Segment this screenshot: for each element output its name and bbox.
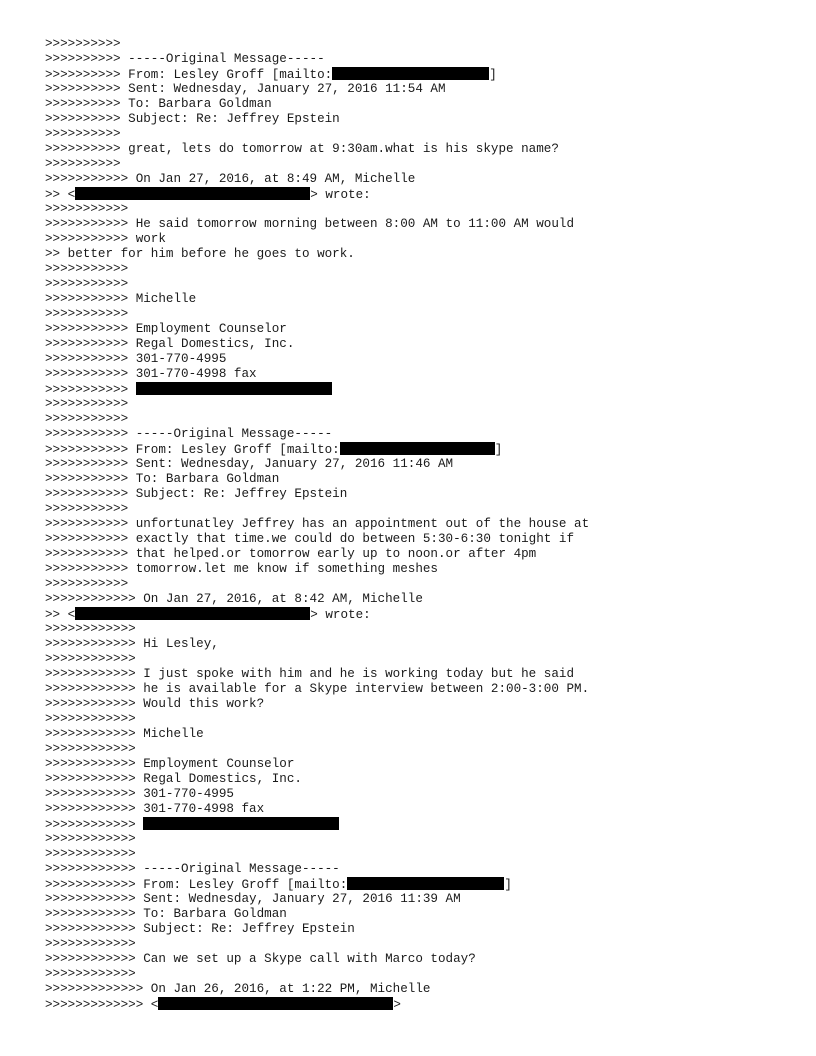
text-line [45,472,589,487]
line-suffix-text: ] [489,68,497,82]
text-line [45,922,589,937]
text-line [45,787,589,802]
line-text: >>>>>>>>>> From: Lesley Groff [mailto: [45,68,333,82]
text-line [45,67,589,82]
text-line [45,607,589,622]
text-line [45,382,589,397]
line-text: >>>>>>>>>>> Regal Domestics, Inc. [45,337,295,351]
text-line [45,277,589,292]
redaction-bar [75,187,310,200]
line-text: >>>>>>>>>> great, lets do tomorrow at 9:30am.what is his skype name? [45,142,559,156]
line-text: >>>>>>>>>>>> Can we set up a Skype call with Marco today? [45,952,476,966]
line-text: >>>>>>>>>>> exactly that time.we could do between 5:30-6:30 tonight if [45,532,575,546]
text-line [45,577,589,592]
line-text: >>>>>>>>>>>> Employment Counselor [45,757,295,771]
text-line [45,352,589,367]
line-text: >>>>>>>>>>> [45,412,129,426]
line-text: >>>>>>>>>>> [45,383,136,397]
text-line [45,502,589,517]
line-text: >>>>>>>>>>>> Hi Lesley, [45,637,219,651]
text-line [45,802,589,817]
text-line [45,112,589,127]
line-text: >>>>>>>>>>> tomorrow.let me know if something meshes [45,562,438,576]
line-text: >>>>>>>>>>>> Michelle [45,727,204,741]
text-line [45,832,589,847]
line-text: >>>>>>>>>>>> Would this work? [45,697,265,711]
line-text: >>>>>>>>>>> Sent: Wednesday, January 27, 2016 11:46 AM [45,457,454,471]
text-line [45,322,589,337]
text-line [45,127,589,142]
line-text: >>>>>>>>>>>> [45,742,136,756]
text-line [45,532,589,547]
line-text: >> < [45,188,76,202]
text-line [45,37,589,52]
line-suffix-text: > wrote: [310,188,371,202]
line-text: >>>>>>>>>> -----Original Message----- [45,52,325,66]
line-text: >>>>>>>>>>> [45,277,129,291]
text-line [45,397,589,412]
text-line [45,727,589,742]
text-line [45,337,589,352]
text-line [45,97,589,112]
line-text: >>>>>>>>>>>> I just spoke with him and he is working today but he said [45,667,575,681]
text-line [45,817,589,832]
text-line [45,697,589,712]
line-text: >>>>>>>>>>> Employment Counselor [45,322,287,336]
text-line [45,877,589,892]
text-line [45,202,589,217]
line-text: >>>>>>>>>> [45,157,121,171]
redaction-bar [136,382,332,395]
line-text: >>>>>>>>>>>> Regal Domestics, Inc. [45,772,302,786]
line-suffix-text: > [393,998,401,1012]
line-text: >>>>>>>>>>>> 301-770-4998 fax [45,802,265,816]
line-text: >>>>>>>>>> [45,127,121,141]
text-line [45,142,589,157]
text-line [45,562,589,577]
text-line [45,292,589,307]
line-text: >>>>>>>>>>> To: Barbara Goldman [45,472,280,486]
line-text: >>>>>>>>>>>> [45,712,136,726]
text-line [45,742,589,757]
text-line [45,172,589,187]
line-text: >>>>>>>>>>> [45,262,129,276]
text-line [45,427,589,442]
text-line [45,652,589,667]
redaction-bar [143,817,339,830]
line-text: >> better for him before he goes to work. [45,247,355,261]
text-line [45,547,589,562]
line-text: >>>>>>>>>>> -----Original Message----- [45,427,333,441]
line-text: >>>>>>>>>>> [45,397,129,411]
line-text: >>>>>>>>>> [45,37,121,51]
text-line [45,622,589,637]
text-line [45,772,589,787]
line-text: >>>>>>>>>>> unfortunatley Jeffrey has an appointment out of the house at [45,517,590,531]
line-text: >>>>>>>>>>> Subject: Re: Jeffrey Epstein [45,487,348,501]
line-text: >>>>>>>>>>>> [45,832,136,846]
text-line [45,892,589,907]
text-line [45,952,589,967]
text-line [45,367,589,382]
line-suffix-text: ] [504,878,512,892]
redaction-bar [347,877,504,890]
text-line [45,82,589,97]
line-text: >>>>>>>>>>>> [45,847,136,861]
line-text: >>>>>>>>>>>> [45,937,136,951]
text-line [45,442,589,457]
line-text: >>>>>>>>>>> 301-770-4995 [45,352,227,366]
line-text: >>>>>>>>>>>> -----Original Message----- [45,862,340,876]
line-text: >>>>>>>>>>> He said tomorrow morning between 8:00 AM to 11:00 AM would [45,217,575,231]
line-text: >>>>>>>>>>> 301-770-4998 fax [45,367,257,381]
line-text: >>>>>>>>>> To: Barbara Goldman [45,97,272,111]
text-line [45,517,589,532]
line-text: >>>>>>>>>>>>> On Jan 26, 2016, at 1:22 PM, Michelle [45,982,431,996]
line-text: >>>>>>>>>>>> From: Lesley Groff [mailto: [45,878,348,892]
text-line [45,682,589,697]
line-text: >>>>>>>>>>>>> < [45,998,159,1012]
text-line [45,997,589,1012]
text-line [45,217,589,232]
text-line [45,262,589,277]
text-line [45,307,589,322]
line-text: >>>>>>>>>>>> On Jan 27, 2016, at 8:42 AM, Michelle [45,592,423,606]
line-text: >>>>>>>>>>> [45,577,129,591]
text-line [45,667,589,682]
line-text: >>>>>>>>>>>> [45,622,136,636]
line-text: >>>>>>>>>>> [45,502,129,516]
email-thread-document [45,37,589,1012]
redaction-bar [332,67,489,80]
line-text: >>>>>>>>>>>> 301-770-4995 [45,787,234,801]
line-text: >>>>>>>>>>>> [45,818,144,832]
text-line [45,187,589,202]
text-line [45,247,589,262]
redaction-bar [158,997,393,1010]
line-text: >>>>>>>>>>> [45,307,129,321]
text-line [45,937,589,952]
line-text: >>>>>>>>>>> [45,202,129,216]
line-text: >>>>>>>>>>>> [45,967,136,981]
line-text: >> < [45,608,76,622]
text-line [45,637,589,652]
line-text: >>>>>>>>>> Sent: Wednesday, January 27, 2016 11:54 AM [45,82,446,96]
line-text: >>>>>>>>>>>> Subject: Re: Jeffrey Epstein [45,922,355,936]
text-line [45,862,589,877]
line-text: >>>>>>>>>>> From: Lesley Groff [mailto: [45,443,340,457]
text-line [45,52,589,67]
line-text: >>>>>>>>>> Subject: Re: Jeffrey Epstein [45,112,340,126]
text-line [45,847,589,862]
text-line [45,487,589,502]
text-line [45,757,589,772]
text-line [45,712,589,727]
line-text: >>>>>>>>>>>> To: Barbara Goldman [45,907,287,921]
text-line [45,412,589,427]
redaction-bar [75,607,310,620]
text-line [45,907,589,922]
line-text: >>>>>>>>>>>> Sent: Wednesday, January 27, 2016 11:39 AM [45,892,461,906]
text-line [45,457,589,472]
line-text: >>>>>>>>>>> that helped.or tomorrow early up to noon.or after 4pm [45,547,537,561]
text-line [45,967,589,982]
text-line [45,592,589,607]
line-text: >>>>>>>>>>> work [45,232,166,246]
text-line [45,232,589,247]
line-suffix-text: ] [494,443,503,457]
redaction-bar [340,442,495,455]
line-text: >>>>>>>>>>> On Jan 27, 2016, at 8:49 AM, Michelle [45,172,416,186]
line-text: >>>>>>>>>>>> he is available for a Skype interview between 2:00-3:00 PM. [45,682,590,696]
line-text: >>>>>>>>>>>> [45,652,136,666]
line-text: >>>>>>>>>>> Michelle [45,292,197,306]
text-line [45,157,589,172]
line-suffix-text: > wrote: [310,608,371,622]
text-line [45,982,589,997]
